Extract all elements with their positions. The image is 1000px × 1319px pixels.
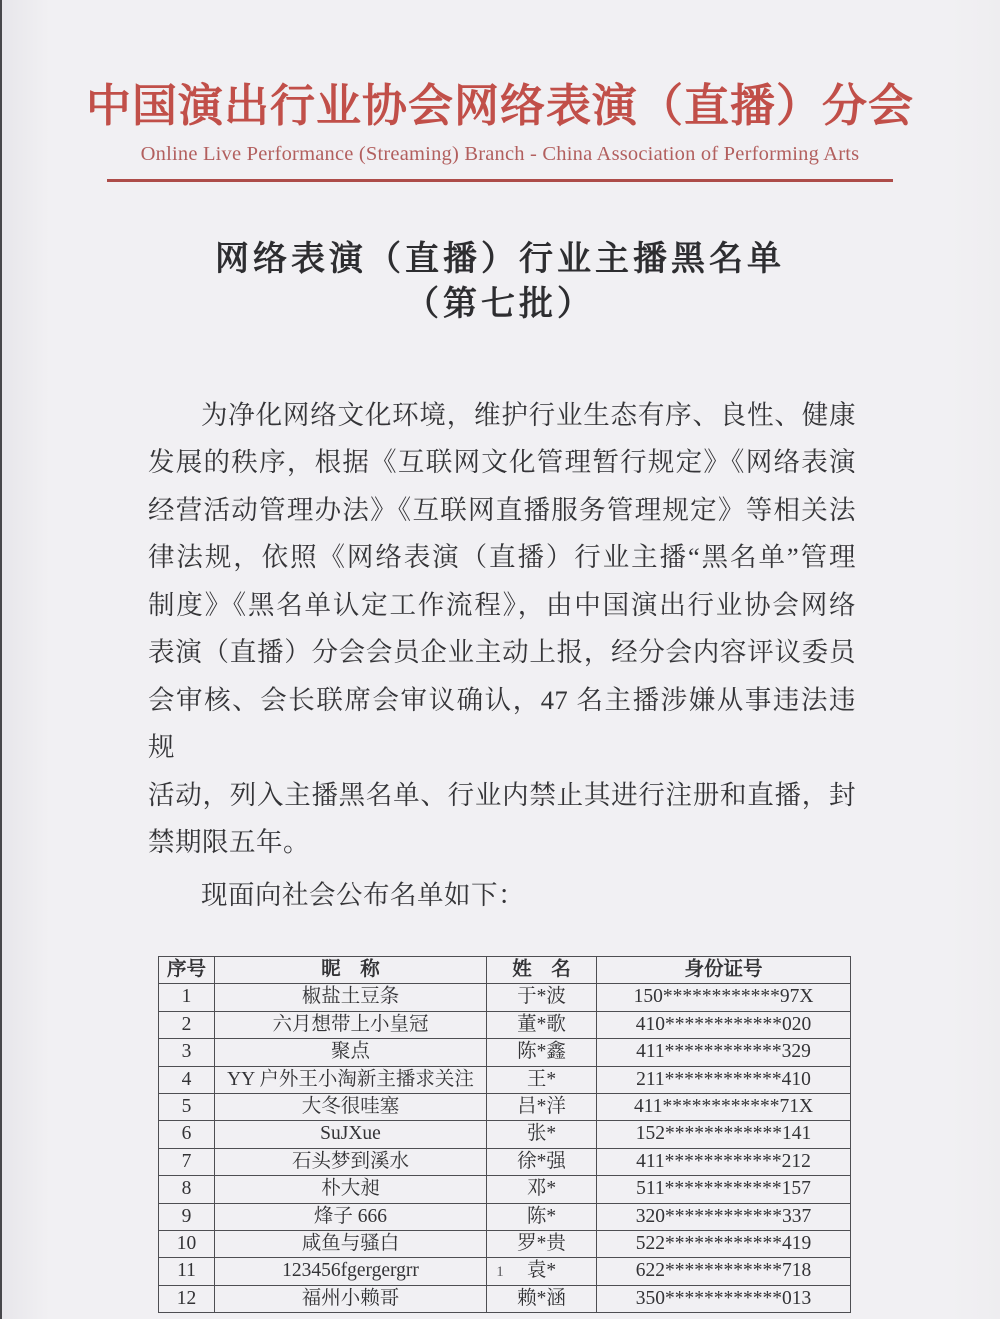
cell-nickname: YY 户外王小淘新主播求关注 [215, 1066, 487, 1093]
table-row [159, 1094, 851, 1121]
cell-index: 1 [159, 984, 215, 1011]
cell-index: 5 [159, 1094, 215, 1121]
cell-name: 董*歌 [487, 1011, 597, 1038]
table-row [159, 1066, 851, 1093]
paragraph-line: 会审核、会长联席会审议确认，47 名主播涉嫌从事违法违规 [148, 684, 856, 762]
cell-id: 411************71X [597, 1094, 851, 1121]
org-name-chinese: 中国演出行业协会网络表演（直播）分会 [85, 81, 914, 131]
document-title-line1: 网络表演（直播）行业主播黑名单 [215, 240, 785, 278]
cell-index: 8 [159, 1176, 215, 1203]
scan-edge-artifact [0, 0, 2, 1319]
header-cell-name: 姓 名 [487, 957, 597, 984]
blacklist-table [158, 956, 851, 1313]
cell-index: 9 [159, 1203, 215, 1230]
cell-nickname: 福州小赖哥 [215, 1285, 487, 1312]
page-number: 1 [496, 1264, 504, 1280]
table-row [159, 1148, 851, 1175]
body-paragraph [148, 392, 856, 920]
table-row [159, 1121, 851, 1148]
cell-id: 522************419 [597, 1231, 851, 1258]
org-name-english: Online Live Performance (Streaming) Branch - China Association of Performing Arts [140, 143, 860, 166]
cell-nickname: 朴大昶 [215, 1176, 487, 1203]
cell-id: 211************410 [597, 1066, 851, 1093]
table-row [159, 1011, 851, 1038]
cell-id: 411************212 [597, 1148, 851, 1175]
table-row [159, 984, 851, 1011]
table-row [159, 1176, 851, 1203]
cell-nickname: 大冬很哇塞 [215, 1094, 487, 1121]
paragraph-line: 表演（直播）分会会员企业主动上报，经分会内容评议委员 [148, 637, 856, 667]
cell-index: 12 [159, 1285, 215, 1312]
cell-name: 赖*涵 [487, 1285, 597, 1312]
table-row [159, 1203, 851, 1230]
paragraph-line: 活动，列入主播黑名单、行业内禁止其进行注册和直播，封 [148, 779, 856, 810]
table-row [159, 1285, 851, 1312]
cell-id: 350************013 [597, 1285, 851, 1312]
paragraph-line: 律法规，依照《网络表演（直播）行业主播“黑名单”管理 [148, 542, 856, 572]
cell-nickname: 咸鱼与骚白 [215, 1231, 487, 1258]
cell-name: 罗*贵 [487, 1231, 597, 1258]
cell-index: 4 [159, 1066, 215, 1093]
paragraph-line: 发展的秩序，根据《互联网文化管理暂行规定》《网络表演 [148, 447, 856, 477]
cell-id: 320************337 [597, 1203, 851, 1230]
cell-name: 于*波 [487, 984, 597, 1011]
cell-nickname: 烽子 666 [215, 1203, 487, 1230]
table-header-row [159, 957, 851, 984]
cell-index: 7 [159, 1148, 215, 1175]
cell-name: 张* [487, 1121, 597, 1148]
cell-name: 陈* [487, 1203, 597, 1230]
cell-name: 陈*鑫 [487, 1039, 597, 1066]
table-row [159, 1039, 851, 1066]
header-cell-index: 序号 [159, 957, 215, 984]
cell-nickname: 123456fgergergrr [215, 1258, 487, 1285]
letterhead [0, 0, 1000, 182]
cell-index: 2 [159, 1011, 215, 1038]
cell-nickname: 石头梦到溪水 [215, 1148, 487, 1175]
letterhead-rule [107, 179, 893, 182]
cell-id: 152************141 [597, 1121, 851, 1148]
cell-name: 徐*强 [487, 1148, 597, 1175]
cell-index: 3 [159, 1039, 215, 1066]
cell-name: 邓* [487, 1176, 597, 1203]
cell-nickname: 六月想带上小皇冠 [215, 1011, 487, 1038]
cell-name: 王* [487, 1066, 597, 1093]
paragraph-line: 为净化网络文化环境，维护行业生态有序、良性、健康 [201, 399, 856, 430]
paragraph-line: 制度》《黑名单认定工作流程》，由中国演出行业协会网络 [148, 589, 856, 620]
document-title-line2: （第七批） [405, 285, 595, 323]
announce-line: 现面向社会公布名单如下： [201, 879, 525, 910]
paragraph-line: 禁期限五年。 [148, 827, 310, 857]
header-cell-nickname: 昵 称 [215, 957, 487, 984]
cell-name: 吕*洋 [487, 1094, 597, 1121]
cell-nickname: SuJXue [215, 1121, 487, 1148]
cell-id: 622************718 [597, 1258, 851, 1285]
cell-index: 6 [159, 1121, 215, 1148]
cell-index: 11 [159, 1258, 215, 1285]
cell-id: 411************329 [597, 1039, 851, 1066]
paragraph-line: 经营活动管理办法》《互联网直播服务管理规定》等相关法 [148, 494, 856, 525]
document-title [0, 238, 1000, 328]
cell-id: 150************97X [597, 984, 851, 1011]
table-row [159, 1231, 851, 1258]
cell-nickname: 椒盐土豆条 [215, 984, 487, 1011]
cell-index: 10 [159, 1231, 215, 1258]
cell-name: 袁* [487, 1258, 597, 1285]
cell-nickname: 聚点 [215, 1039, 487, 1066]
cell-id: 511************157 [597, 1176, 851, 1203]
header-cell-id: 身份证号 [597, 957, 851, 984]
cell-id: 410************020 [597, 1011, 851, 1038]
